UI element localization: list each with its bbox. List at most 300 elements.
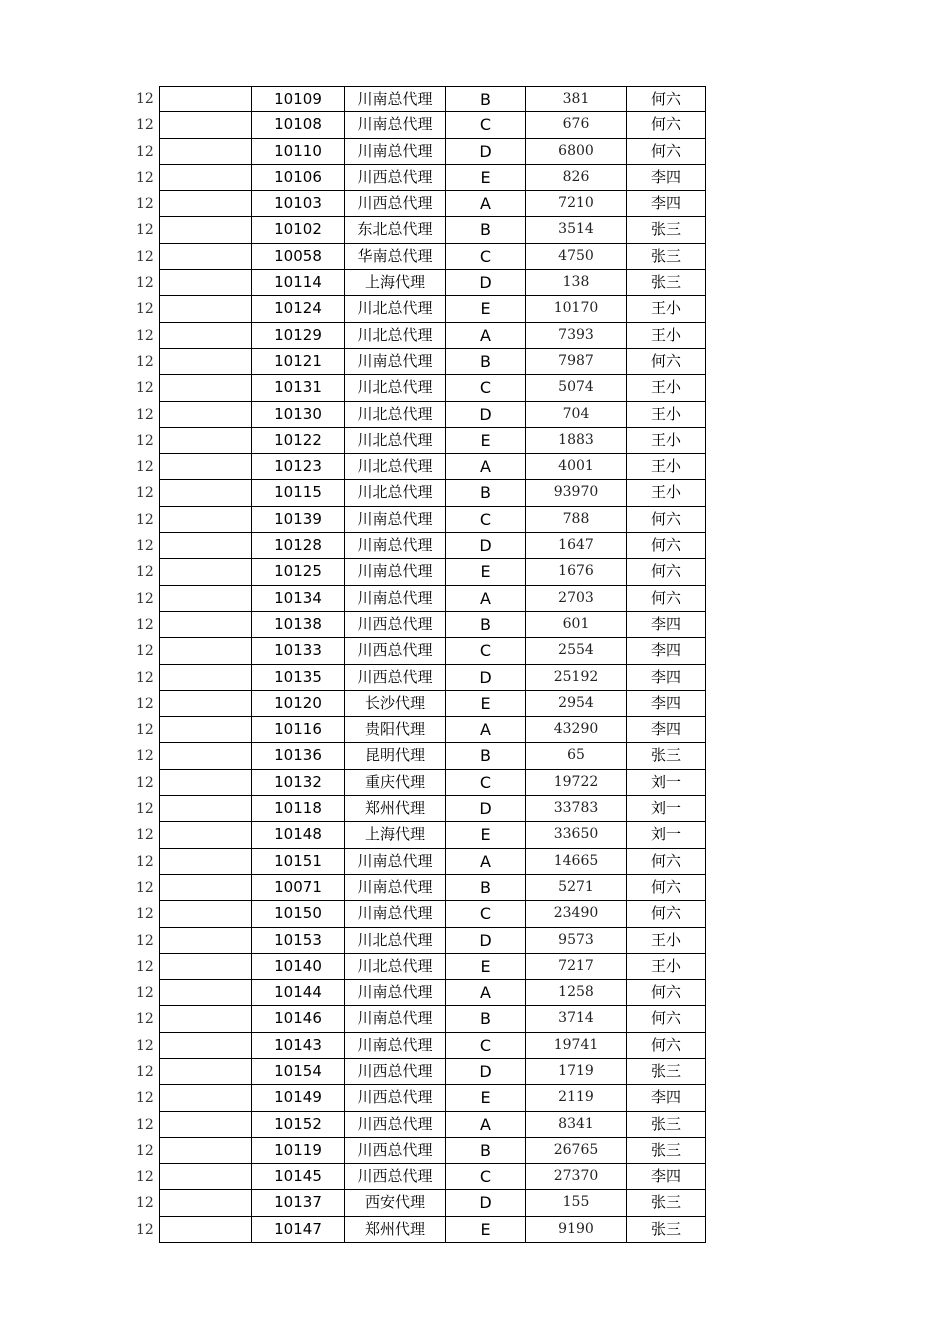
amount-cell[interactable]: 7217 [526, 954, 627, 980]
id-cell[interactable]: 10124 [252, 296, 345, 322]
month-cell[interactable]: 12 [136, 985, 154, 1002]
grade-cell[interactable]: D [446, 139, 526, 165]
amount-cell[interactable]: 601 [526, 612, 627, 638]
grade-cell[interactable]: D [446, 533, 526, 559]
owner-cell[interactable]: 王小 [627, 928, 706, 954]
amount-cell[interactable]: 704 [526, 402, 627, 428]
month-cell[interactable]: 12 [136, 327, 154, 344]
amount-cell[interactable]: 93970 [526, 480, 627, 506]
grade-cell[interactable]: D [446, 796, 526, 822]
month-cell[interactable]: 12 [136, 1037, 154, 1054]
grade-cell[interactable]: C [446, 638, 526, 664]
grade-cell[interactable]: B [446, 480, 526, 506]
month-cell[interactable]: 12 [136, 275, 154, 292]
amount-cell[interactable]: 1676 [526, 559, 627, 585]
id-cell[interactable]: 10114 [252, 270, 345, 296]
code-cell[interactable] [159, 770, 252, 796]
id-cell[interactable]: 10131 [252, 375, 345, 401]
grade-cell[interactable]: E [446, 954, 526, 980]
owner-cell[interactable]: 张三 [627, 743, 706, 769]
agent-cell[interactable]: 川西总代理 [345, 165, 446, 191]
id-cell[interactable]: 10136 [252, 743, 345, 769]
month-cell[interactable]: 12 [136, 353, 154, 370]
id-cell[interactable]: 10116 [252, 717, 345, 743]
owner-cell[interactable]: 李四 [627, 612, 706, 638]
agent-cell[interactable]: 川北总代理 [345, 375, 446, 401]
amount-cell[interactable]: 1719 [526, 1059, 627, 1085]
month-cell[interactable]: 12 [136, 511, 154, 528]
code-cell[interactable] [159, 638, 252, 664]
amount-cell[interactable]: 8341 [526, 1112, 627, 1138]
owner-cell[interactable]: 张三 [627, 1138, 706, 1164]
id-cell[interactable]: 10132 [252, 770, 345, 796]
amount-cell[interactable]: 5074 [526, 375, 627, 401]
code-cell[interactable] [159, 743, 252, 769]
grade-cell[interactable]: B [446, 86, 526, 112]
month-cell[interactable]: 12 [136, 748, 154, 765]
id-cell[interactable]: 10154 [252, 1059, 345, 1085]
amount-cell[interactable]: 5271 [526, 875, 627, 901]
month-cell[interactable]: 12 [136, 1090, 154, 1107]
amount-cell[interactable]: 788 [526, 507, 627, 533]
code-cell[interactable] [159, 1085, 252, 1111]
code-cell[interactable] [159, 454, 252, 480]
amount-cell[interactable]: 10170 [526, 296, 627, 322]
amount-cell[interactable]: 9190 [526, 1217, 627, 1243]
id-cell[interactable]: 10128 [252, 533, 345, 559]
code-cell[interactable] [159, 1033, 252, 1059]
id-cell[interactable]: 10115 [252, 480, 345, 506]
agent-cell[interactable]: 郑州代理 [345, 1217, 446, 1243]
owner-cell[interactable]: 何六 [627, 139, 706, 165]
grade-cell[interactable]: B [446, 1138, 526, 1164]
code-cell[interactable] [159, 901, 252, 927]
amount-cell[interactable]: 7987 [526, 349, 627, 375]
id-cell[interactable]: 10118 [252, 796, 345, 822]
owner-cell[interactable]: 何六 [627, 112, 706, 138]
grade-cell[interactable]: D [446, 928, 526, 954]
owner-cell[interactable]: 何六 [627, 1033, 706, 1059]
month-cell[interactable]: 12 [136, 222, 154, 239]
owner-cell[interactable]: 何六 [627, 980, 706, 1006]
code-cell[interactable] [159, 1112, 252, 1138]
id-cell[interactable]: 10146 [252, 1006, 345, 1032]
grade-cell[interactable]: E [446, 691, 526, 717]
amount-cell[interactable]: 676 [526, 112, 627, 138]
grade-cell[interactable]: C [446, 1164, 526, 1190]
id-cell[interactable]: 10121 [252, 349, 345, 375]
amount-cell[interactable]: 138 [526, 270, 627, 296]
amount-cell[interactable]: 381 [526, 86, 627, 112]
month-cell[interactable]: 12 [136, 801, 154, 818]
amount-cell[interactable]: 2703 [526, 586, 627, 612]
grade-cell[interactable]: B [446, 612, 526, 638]
month-cell[interactable]: 12 [136, 459, 154, 476]
grade-cell[interactable]: C [446, 770, 526, 796]
agent-cell[interactable]: 川北总代理 [345, 296, 446, 322]
id-cell[interactable]: 10151 [252, 849, 345, 875]
month-cell[interactable]: 12 [136, 1011, 154, 1028]
code-cell[interactable] [159, 191, 252, 217]
month-cell[interactable]: 12 [136, 1195, 154, 1212]
owner-cell[interactable]: 何六 [627, 86, 706, 112]
id-cell[interactable]: 10140 [252, 954, 345, 980]
agent-cell[interactable]: 川南总代理 [345, 901, 446, 927]
grade-cell[interactable]: A [446, 586, 526, 612]
amount-cell[interactable]: 3714 [526, 1006, 627, 1032]
code-cell[interactable] [159, 612, 252, 638]
grade-cell[interactable]: A [446, 191, 526, 217]
id-cell[interactable]: 10135 [252, 665, 345, 691]
month-cell[interactable]: 12 [136, 1142, 154, 1159]
id-cell[interactable]: 10143 [252, 1033, 345, 1059]
grade-cell[interactable]: D [446, 665, 526, 691]
amount-cell[interactable]: 826 [526, 165, 627, 191]
month-cell[interactable]: 12 [136, 932, 154, 949]
owner-cell[interactable]: 李四 [627, 165, 706, 191]
owner-cell[interactable]: 李四 [627, 638, 706, 664]
id-cell[interactable]: 10145 [252, 1164, 345, 1190]
agent-cell[interactable]: 川西总代理 [345, 1085, 446, 1111]
owner-cell[interactable]: 张三 [627, 1059, 706, 1085]
id-cell[interactable]: 10133 [252, 638, 345, 664]
amount-cell[interactable]: 26765 [526, 1138, 627, 1164]
agent-cell[interactable]: 川西总代理 [345, 1059, 446, 1085]
owner-cell[interactable]: 何六 [627, 507, 706, 533]
code-cell[interactable] [159, 1138, 252, 1164]
agent-cell[interactable]: 川南总代理 [345, 112, 446, 138]
grade-cell[interactable]: E [446, 165, 526, 191]
code-cell[interactable] [159, 217, 252, 243]
code-cell[interactable] [159, 533, 252, 559]
amount-cell[interactable]: 33783 [526, 796, 627, 822]
agent-cell[interactable]: 上海代理 [345, 822, 446, 848]
grade-cell[interactable]: E [446, 822, 526, 848]
id-cell[interactable]: 10125 [252, 559, 345, 585]
grade-cell[interactable]: E [446, 296, 526, 322]
month-cell[interactable]: 12 [136, 616, 154, 633]
code-cell[interactable] [159, 323, 252, 349]
month-cell[interactable]: 12 [136, 117, 154, 134]
agent-cell[interactable]: 昆明代理 [345, 743, 446, 769]
month-cell[interactable]: 12 [136, 722, 154, 739]
agent-cell[interactable]: 川南总代理 [345, 139, 446, 165]
grade-cell[interactable]: A [446, 717, 526, 743]
id-cell[interactable]: 10122 [252, 428, 345, 454]
id-cell[interactable]: 10139 [252, 507, 345, 533]
amount-cell[interactable]: 33650 [526, 822, 627, 848]
agent-cell[interactable]: 川西总代理 [345, 1138, 446, 1164]
agent-cell[interactable]: 川北总代理 [345, 928, 446, 954]
month-cell[interactable]: 12 [136, 669, 154, 686]
owner-cell[interactable]: 李四 [627, 191, 706, 217]
month-cell[interactable]: 12 [136, 853, 154, 870]
id-cell[interactable]: 10137 [252, 1190, 345, 1216]
owner-cell[interactable]: 王小 [627, 323, 706, 349]
code-cell[interactable] [159, 402, 252, 428]
amount-cell[interactable]: 7210 [526, 191, 627, 217]
agent-cell[interactable]: 川西总代理 [345, 1164, 446, 1190]
month-cell[interactable]: 12 [136, 196, 154, 213]
month-cell[interactable]: 12 [136, 1221, 154, 1238]
grade-cell[interactable]: C [446, 244, 526, 270]
code-cell[interactable] [159, 954, 252, 980]
month-cell[interactable]: 12 [136, 564, 154, 581]
id-cell[interactable]: 10150 [252, 901, 345, 927]
id-cell[interactable]: 10129 [252, 323, 345, 349]
code-cell[interactable] [159, 586, 252, 612]
id-cell[interactable]: 10058 [252, 244, 345, 270]
agent-cell[interactable]: 川南总代理 [345, 586, 446, 612]
id-cell[interactable]: 10130 [252, 402, 345, 428]
agent-cell[interactable]: 重庆代理 [345, 770, 446, 796]
agent-cell[interactable]: 郑州代理 [345, 796, 446, 822]
agent-cell[interactable]: 川北总代理 [345, 480, 446, 506]
grade-cell[interactable]: B [446, 875, 526, 901]
month-cell[interactable]: 12 [136, 879, 154, 896]
owner-cell[interactable]: 王小 [627, 454, 706, 480]
grade-cell[interactable]: B [446, 217, 526, 243]
month-cell[interactable]: 12 [136, 1063, 154, 1080]
grade-cell[interactable]: C [446, 507, 526, 533]
month-cell[interactable]: 12 [136, 590, 154, 607]
id-cell[interactable]: 10152 [252, 1112, 345, 1138]
owner-cell[interactable]: 何六 [627, 901, 706, 927]
id-cell[interactable]: 10123 [252, 454, 345, 480]
code-cell[interactable] [159, 875, 252, 901]
agent-cell[interactable]: 川南总代理 [345, 849, 446, 875]
month-cell[interactable]: 12 [136, 695, 154, 712]
agent-cell[interactable]: 川北总代理 [345, 323, 446, 349]
agent-cell[interactable]: 川西总代理 [345, 612, 446, 638]
grade-cell[interactable]: B [446, 1006, 526, 1032]
owner-cell[interactable]: 何六 [627, 533, 706, 559]
grade-cell[interactable]: E [446, 559, 526, 585]
amount-cell[interactable]: 25192 [526, 665, 627, 691]
agent-cell[interactable]: 川南总代理 [345, 86, 446, 112]
agent-cell[interactable]: 川北总代理 [345, 402, 446, 428]
owner-cell[interactable]: 王小 [627, 954, 706, 980]
month-cell[interactable]: 12 [136, 380, 154, 397]
grade-cell[interactable]: C [446, 375, 526, 401]
id-cell[interactable]: 10103 [252, 191, 345, 217]
month-cell[interactable]: 12 [136, 958, 154, 975]
owner-cell[interactable]: 何六 [627, 586, 706, 612]
agent-cell[interactable]: 川西总代理 [345, 1112, 446, 1138]
code-cell[interactable] [159, 928, 252, 954]
owner-cell[interactable]: 王小 [627, 428, 706, 454]
code-cell[interactable] [159, 139, 252, 165]
owner-cell[interactable]: 何六 [627, 875, 706, 901]
grade-cell[interactable]: C [446, 112, 526, 138]
grade-cell[interactable]: C [446, 1033, 526, 1059]
owner-cell[interactable]: 李四 [627, 1085, 706, 1111]
owner-cell[interactable]: 刘一 [627, 796, 706, 822]
month-cell[interactable]: 12 [136, 143, 154, 160]
code-cell[interactable] [159, 796, 252, 822]
owner-cell[interactable]: 张三 [627, 217, 706, 243]
agent-cell[interactable]: 长沙代理 [345, 691, 446, 717]
code-cell[interactable] [159, 1190, 252, 1216]
amount-cell[interactable]: 1647 [526, 533, 627, 559]
id-cell[interactable]: 10147 [252, 1217, 345, 1243]
month-cell[interactable]: 12 [136, 1116, 154, 1133]
code-cell[interactable] [159, 691, 252, 717]
code-cell[interactable] [159, 86, 252, 112]
owner-cell[interactable]: 刘一 [627, 770, 706, 796]
grade-cell[interactable]: D [446, 402, 526, 428]
grade-cell[interactable]: D [446, 270, 526, 296]
id-cell[interactable]: 10108 [252, 112, 345, 138]
amount-cell[interactable]: 2119 [526, 1085, 627, 1111]
agent-cell[interactable]: 川南总代理 [345, 1006, 446, 1032]
grade-cell[interactable]: C [446, 901, 526, 927]
agent-cell[interactable]: 川南总代理 [345, 980, 446, 1006]
agent-cell[interactable]: 川西总代理 [345, 638, 446, 664]
agent-cell[interactable]: 川西总代理 [345, 665, 446, 691]
id-cell[interactable]: 10153 [252, 928, 345, 954]
owner-cell[interactable]: 王小 [627, 480, 706, 506]
code-cell[interactable] [159, 296, 252, 322]
id-cell[interactable]: 10106 [252, 165, 345, 191]
month-cell[interactable]: 12 [136, 538, 154, 555]
amount-cell[interactable]: 3514 [526, 217, 627, 243]
amount-cell[interactable]: 9573 [526, 928, 627, 954]
month-cell[interactable]: 12 [136, 1169, 154, 1186]
code-cell[interactable] [159, 665, 252, 691]
id-cell[interactable]: 10109 [252, 86, 345, 112]
owner-cell[interactable]: 王小 [627, 375, 706, 401]
code-cell[interactable] [159, 1059, 252, 1085]
code-cell[interactable] [159, 1006, 252, 1032]
agent-cell[interactable]: 川北总代理 [345, 954, 446, 980]
id-cell[interactable]: 10148 [252, 822, 345, 848]
owner-cell[interactable]: 王小 [627, 296, 706, 322]
amount-cell[interactable]: 43290 [526, 717, 627, 743]
amount-cell[interactable]: 23490 [526, 901, 627, 927]
grade-cell[interactable]: A [446, 323, 526, 349]
grade-cell[interactable]: A [446, 454, 526, 480]
owner-cell[interactable]: 何六 [627, 849, 706, 875]
code-cell[interactable] [159, 244, 252, 270]
id-cell[interactable]: 10102 [252, 217, 345, 243]
amount-cell[interactable]: 65 [526, 743, 627, 769]
grade-cell[interactable]: A [446, 1112, 526, 1138]
owner-cell[interactable]: 张三 [627, 1217, 706, 1243]
grade-cell[interactable]: B [446, 743, 526, 769]
owner-cell[interactable]: 张三 [627, 1190, 706, 1216]
id-cell[interactable]: 10071 [252, 875, 345, 901]
agent-cell[interactable]: 西安代理 [345, 1190, 446, 1216]
id-cell[interactable]: 10119 [252, 1138, 345, 1164]
code-cell[interactable] [159, 165, 252, 191]
code-cell[interactable] [159, 980, 252, 1006]
amount-cell[interactable]: 1258 [526, 980, 627, 1006]
owner-cell[interactable]: 张三 [627, 1112, 706, 1138]
owner-cell[interactable]: 何六 [627, 349, 706, 375]
month-cell[interactable]: 12 [136, 301, 154, 318]
agent-cell[interactable]: 上海代理 [345, 270, 446, 296]
id-cell[interactable]: 10110 [252, 139, 345, 165]
month-cell[interactable]: 12 [136, 485, 154, 502]
grade-cell[interactable]: E [446, 1085, 526, 1111]
amount-cell[interactable]: 4750 [526, 244, 627, 270]
month-cell[interactable]: 12 [136, 91, 154, 107]
id-cell[interactable]: 10144 [252, 980, 345, 1006]
code-cell[interactable] [159, 1164, 252, 1190]
agent-cell[interactable]: 川北总代理 [345, 428, 446, 454]
grade-cell[interactable]: D [446, 1059, 526, 1085]
owner-cell[interactable]: 何六 [627, 1006, 706, 1032]
amount-cell[interactable]: 1883 [526, 428, 627, 454]
owner-cell[interactable]: 张三 [627, 244, 706, 270]
owner-cell[interactable]: 李四 [627, 717, 706, 743]
code-cell[interactable] [159, 375, 252, 401]
agent-cell[interactable]: 川南总代理 [345, 533, 446, 559]
month-cell[interactable]: 12 [136, 248, 154, 265]
id-cell[interactable]: 10138 [252, 612, 345, 638]
owner-cell[interactable]: 刘一 [627, 822, 706, 848]
code-cell[interactable] [159, 507, 252, 533]
code-cell[interactable] [159, 822, 252, 848]
code-cell[interactable] [159, 849, 252, 875]
amount-cell[interactable]: 27370 [526, 1164, 627, 1190]
amount-cell[interactable]: 19741 [526, 1033, 627, 1059]
id-cell[interactable]: 10149 [252, 1085, 345, 1111]
amount-cell[interactable]: 4001 [526, 454, 627, 480]
month-cell[interactable]: 12 [136, 169, 154, 186]
grade-cell[interactable]: E [446, 428, 526, 454]
agent-cell[interactable]: 东北总代理 [345, 217, 446, 243]
amount-cell[interactable]: 2554 [526, 638, 627, 664]
agent-cell[interactable]: 贵阳代理 [345, 717, 446, 743]
amount-cell[interactable]: 14665 [526, 849, 627, 875]
month-cell[interactable]: 12 [136, 432, 154, 449]
month-cell[interactable]: 12 [136, 643, 154, 660]
code-cell[interactable] [159, 559, 252, 585]
agent-cell[interactable]: 川西总代理 [345, 191, 446, 217]
agent-cell[interactable]: 川南总代理 [345, 349, 446, 375]
agent-cell[interactable]: 华南总代理 [345, 244, 446, 270]
agent-cell[interactable]: 川南总代理 [345, 1033, 446, 1059]
code-cell[interactable] [159, 428, 252, 454]
id-cell[interactable]: 10134 [252, 586, 345, 612]
owner-cell[interactable]: 李四 [627, 1164, 706, 1190]
grade-cell[interactable]: E [446, 1217, 526, 1243]
month-cell[interactable]: 12 [136, 906, 154, 923]
code-cell[interactable] [159, 112, 252, 138]
grade-cell[interactable]: A [446, 980, 526, 1006]
amount-cell[interactable]: 155 [526, 1190, 627, 1216]
agent-cell[interactable]: 川南总代理 [345, 875, 446, 901]
owner-cell[interactable]: 何六 [627, 559, 706, 585]
amount-cell[interactable]: 2954 [526, 691, 627, 717]
code-cell[interactable] [159, 717, 252, 743]
code-cell[interactable] [159, 1217, 252, 1243]
code-cell[interactable] [159, 349, 252, 375]
amount-cell[interactable]: 7393 [526, 323, 627, 349]
agent-cell[interactable]: 川南总代理 [345, 559, 446, 585]
month-cell[interactable]: 12 [136, 406, 154, 423]
owner-cell[interactable]: 王小 [627, 402, 706, 428]
owner-cell[interactable]: 张三 [627, 270, 706, 296]
agent-cell[interactable]: 川南总代理 [345, 507, 446, 533]
owner-cell[interactable]: 李四 [627, 665, 706, 691]
code-cell[interactable] [159, 480, 252, 506]
agent-cell[interactable]: 川北总代理 [345, 454, 446, 480]
grade-cell[interactable]: D [446, 1190, 526, 1216]
owner-cell[interactable]: 李四 [627, 691, 706, 717]
